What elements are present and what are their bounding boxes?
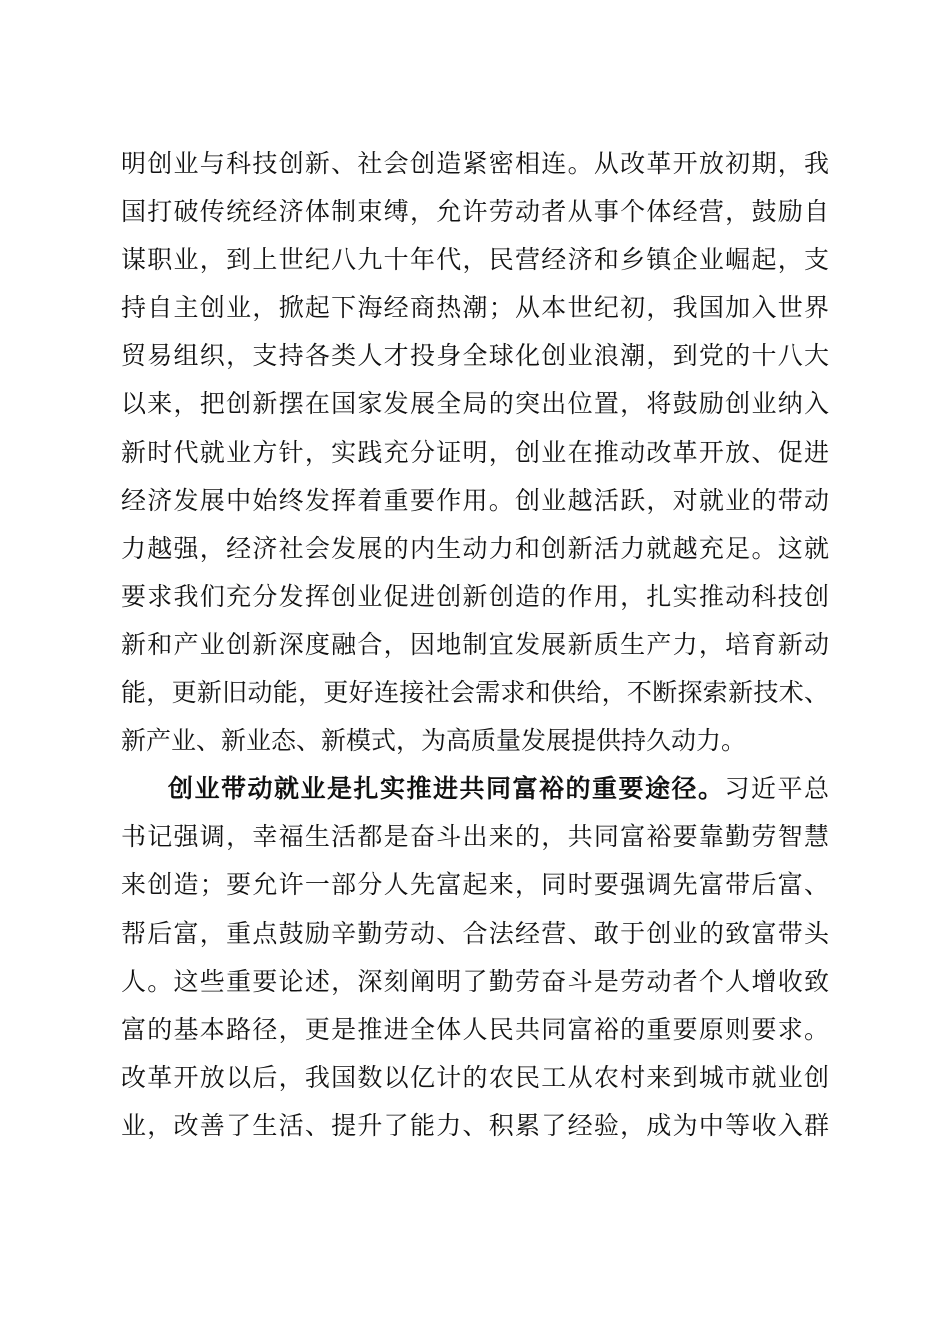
text-line: 力越强，经济社会发展的内生动力和创新活力就越充足。这就	[121, 533, 829, 563]
text-line: 人。这些重要论述，深刻阐明了勤劳奋斗是劳动者个人增收致	[121, 966, 829, 996]
text-line: 谋职业，到上世纪八九十年代，民营经济和乡镇企业崛起，支	[121, 245, 829, 275]
text-line: 新时代就业方针，实践充分证明，创业在推动改革开放、促进	[121, 437, 829, 467]
text-line: 持自主创业，掀起下海经商热潮；从本世纪初，我国加入世界	[121, 293, 829, 323]
text-line: 能，更新旧动能，更好连接社会需求和供给，不断探索新技术、	[121, 678, 829, 708]
text-line: 国打破传统经济体制束缚，允许劳动者从事个体经营，鼓励自	[121, 197, 829, 227]
text-line: 来创造；要允许一部分人先富起来，同时要强调先富带后富、	[121, 870, 829, 900]
text-line: 经济发展中始终发挥着重要作用。创业越活跃，对就业的带动	[121, 485, 829, 515]
text-line: 业，改善了生活、提升了能力、积累了经验，成为中等收入群	[121, 1110, 829, 1140]
paragraph-lead-sentence: 创业带动就业是扎实推进共同富裕的重要途径。	[168, 774, 725, 804]
text-line: 帮后富，重点鼓励辛勤劳动、合法经营、敢于创业的致富带头	[121, 918, 829, 948]
text-line: 要求我们充分发挥创业促进创新创造的作用，扎实推动科技创	[121, 581, 829, 611]
text-line: 新和产业创新深度融合，因地制宜发展新质生产力，培育新动	[121, 629, 829, 659]
text-line: 书记强调，幸福生活都是奋斗出来的，共同富裕要靠勤劳智慧	[121, 822, 829, 852]
document-body	[121, 140, 829, 1150]
text-line: 改革开放以后，我国数以亿计的农民工从农村来到城市就业创	[121, 1062, 829, 1092]
text-line: 新产业、新业态、新模式，为高质量发展提供持久动力。	[121, 726, 747, 756]
text-line: 以来，把创新摆在国家发展全局的突出位置，将鼓励创业纳入	[121, 389, 829, 419]
paragraph-first-line	[121, 765, 829, 813]
text-line: 明创业与科技创新、社会创造紧密相连。从改革开放初期，我	[121, 149, 829, 178]
text-line: 富的基本路径，更是推进全体人民共同富裕的重要原则要求。	[121, 1014, 829, 1044]
text-line: 贸易组织，支持各类人才投身全球化创业浪潮，到党的十八大	[121, 341, 829, 371]
paragraph-first-line-rest: 习近平总	[724, 774, 829, 804]
